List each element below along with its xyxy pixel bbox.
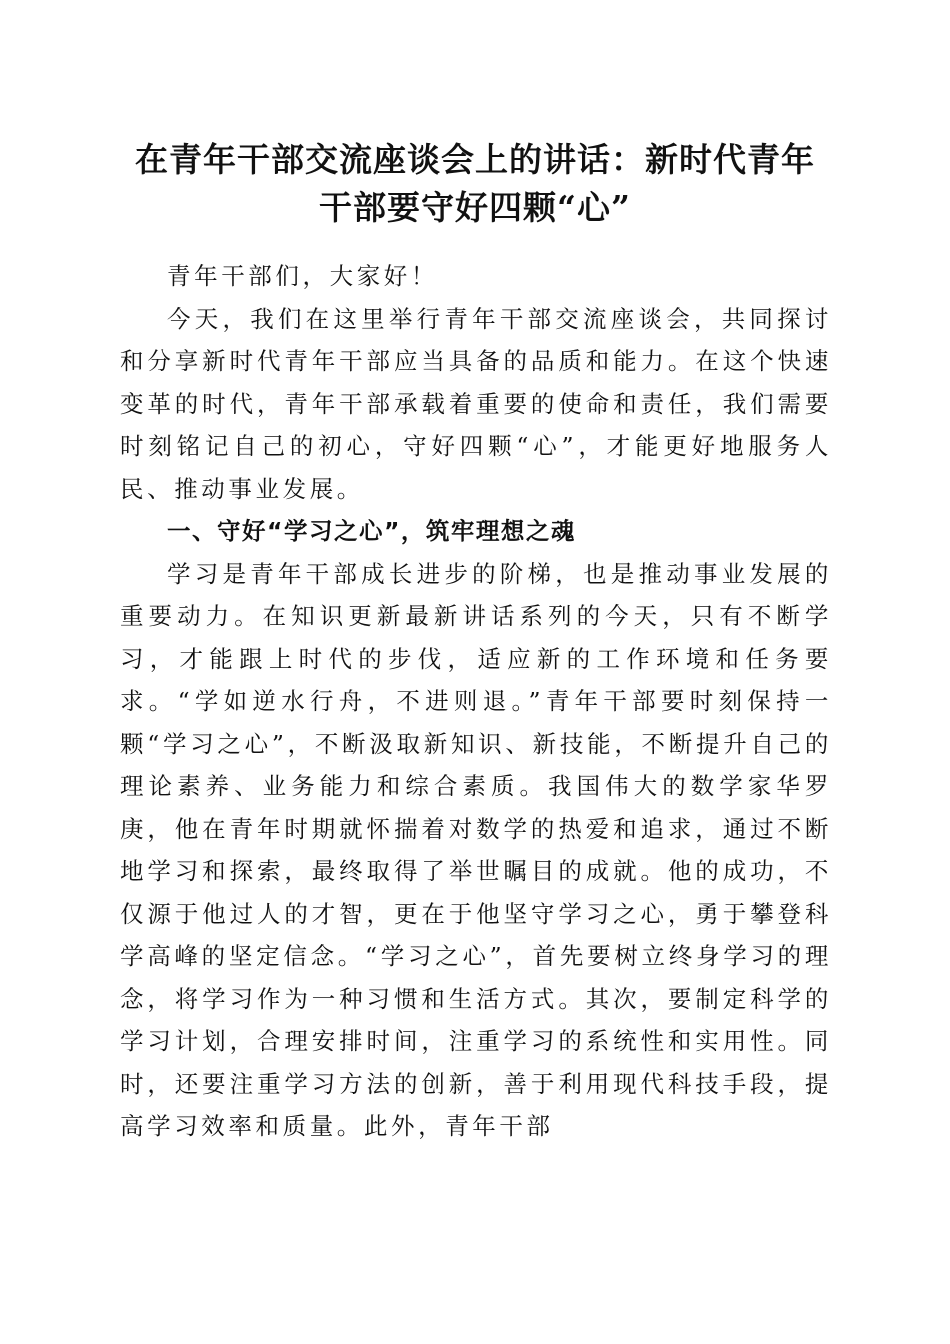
intro-paragraph: 今天，我们在这里举行青年干部交流座谈会，共同探讨和分享新时代青年干部应当具备的品质和能力。在这个快速变革的时代，青年干部承载着重要的使命和责任，我们需要时刻铭记自己的初心，守好四颗“心”，才能更好地服务人民、推动事业发展。: [120, 304, 832, 503]
section-paragraph: 学习是青年干部成长进步的阶梯，也是推动事业发展的重要动力。在知识更新最新讲话系列的今天，只有不断学习，才能跟上时代的步伐，适应新的工作环境和任务要求。“学如逆水行舟，不进则退。”青年干部要时刻保持一颗“学习之心”，不断汲取新知识、新技能，不断提升自己的理论素养、业务能力和综合素质。我国伟大的数学家华罗庚，他在青年时期就怀揣着对数学的热爱和追求，通过不断地学习和探索，最终取得了举世瞩目的成就。他的成功，不仅源于他过人的才智，更在于他坚守学习之心，勇于攀登科学高峰的坚定信念。“学习之心”，首先要树立终身学习的理念，将学习作为一种习惯和生活方式。其次，要制定科学的学习计划，合理安排时间，注重学习的系统性和实用性。同时，还要注重学习方法的创新，善于利用现代科技手段，提高学习效率和质量。此外，青年干部: [120, 559, 832, 1140]
title-line-2: 干部要守好四颗“心”: [319, 188, 631, 227]
document-title: [100, 136, 850, 232]
section-heading: 一、守好“学习之心”，筑牢理想之魂: [167, 517, 576, 545]
greeting-paragraph: 青年干部们，大家好！: [167, 262, 438, 290]
title-line-1: 在青年干部交流座谈会上的讲话：新时代青年: [135, 140, 815, 179]
document-body: [120, 255, 832, 1148]
